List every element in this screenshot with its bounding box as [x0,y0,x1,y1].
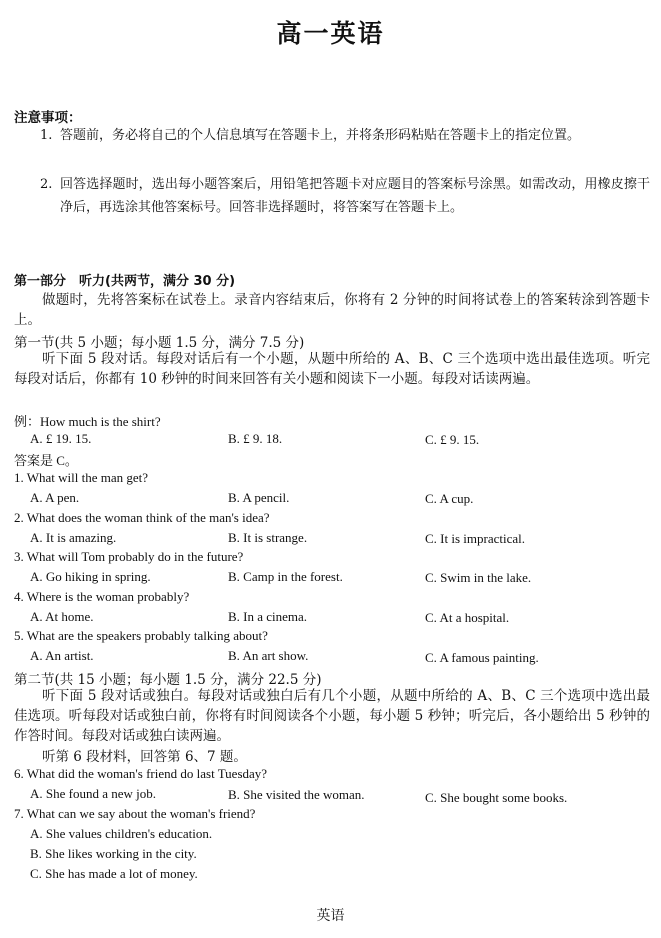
notice-item-number: 1. [40,128,53,143]
option-a: A. She values children's education. [30,826,213,841]
part1-heading: 第一部分 听力(共两节，满分 30 分) [14,274,236,289]
section1-instruction: 听下面 5 段对话。每段对话后有一个小题，从题中所给的 A、B、C 三个选项中选出最佳选项。听完每段对话后，你都有 10 秒钟的时间来回答有关小题和阅读下一小题。每段对话读两遍。 [14,351,650,387]
option-a: A. It is amazing. [30,530,117,545]
notice-item-text: 答题前，务必将自己的个人信息填写在答题卡上，并将条形码粘贴在答题卡上的指定位置。 [60,128,581,143]
notice-item [40,124,650,147]
option-b: B. It is strange. [228,530,308,545]
option-c: C. At a hospital. [425,610,510,625]
notice-item-text: 回答选择题时，选出每小题答案后，用铅笔把答题卡对应题目的答案标号涂黑。如需改动，用橡皮擦干净后，再选涂其他答案标号。回答非选择题时，将答案写在答题卡上。 [60,177,650,215]
option-b: B. Camp in the forest. [228,569,343,584]
option-a: A. Go hiking in spring. [30,569,151,584]
option-c: C. She has made a lot of money. [30,866,198,881]
question: 1. What will the man get? [14,470,149,485]
section1-heading: 第一节(共 5 小题；每小题 1.5 分，满分 7.5 分) [14,335,305,351]
option-a: A. At home. [30,609,94,624]
question: 2. What does the woman think of the man's idea? [14,510,270,525]
question: 5. What are the speakers probably talking about? [14,628,268,643]
notice-item-number: 2. [40,177,53,192]
option-c: C. She bought some books. [425,790,568,805]
section2-heading: 第二节(共 15 小题；每小题 1.5 分，满分 22.5 分) [14,672,322,688]
material-note: 听第 6 段材料，回答第 6、7 题。 [42,749,247,765]
example-question: 例：How much is the shirt? [14,414,161,429]
question: 7. What can we say about the woman's friend? [14,806,256,821]
section2-instruction: 听下面 5 段对话或独白。每段对话或独白后有几个小题，从题中所给的 A、B、C 三个选项中选出最佳选项。听每段对话或独白前，你将有时间阅读各个小题，每小题 5 秒钟；听完后，各小题给出 5 秒钟的作答时间。每段对话或独白读两遍。 [14,688,650,744]
question: 3. What will Tom probably do in the future? [14,549,244,564]
option-c: C. A famous painting. [425,650,539,665]
example-option-b: B. £ 9. 18. [228,431,283,446]
option-b: B. She likes working in the city. [30,846,197,861]
option-b: B. In a cinema. [228,609,308,624]
option-b: B. She visited the woman. [228,787,365,802]
example-answer: 答案是 C。 [14,453,78,468]
option-c: C. Swim in the lake. [425,570,532,585]
part1-instruction: 做题时，先将答案标在试卷上。录音内容结束后，你将有 2 分钟的时间将试卷上的答案转涂到答题卡上。 [14,292,650,328]
option-b: B. A pencil. [228,490,290,505]
example-option-a: A. £ 19. 15. [30,431,92,446]
option-b: B. An art show. [228,648,309,663]
question: 6. What did the woman's friend do last Tuesday? [14,766,268,781]
page-title: 高一英语 [276,19,385,48]
option-a: A. She found a new job. [30,786,157,801]
option-c: C. It is impractical. [425,531,526,546]
notice-item [40,173,650,219]
option-a: A. An artist. [30,648,94,663]
option-c: C. A cup. [425,491,474,506]
page-footer: 英语 [316,908,345,924]
notice-heading: 注意事项： [14,110,82,126]
example-option-c: C. £ 9. 15. [425,432,480,447]
option-a: A. A pen. [30,490,80,505]
question: 4. Where is the woman probably? [14,589,190,604]
